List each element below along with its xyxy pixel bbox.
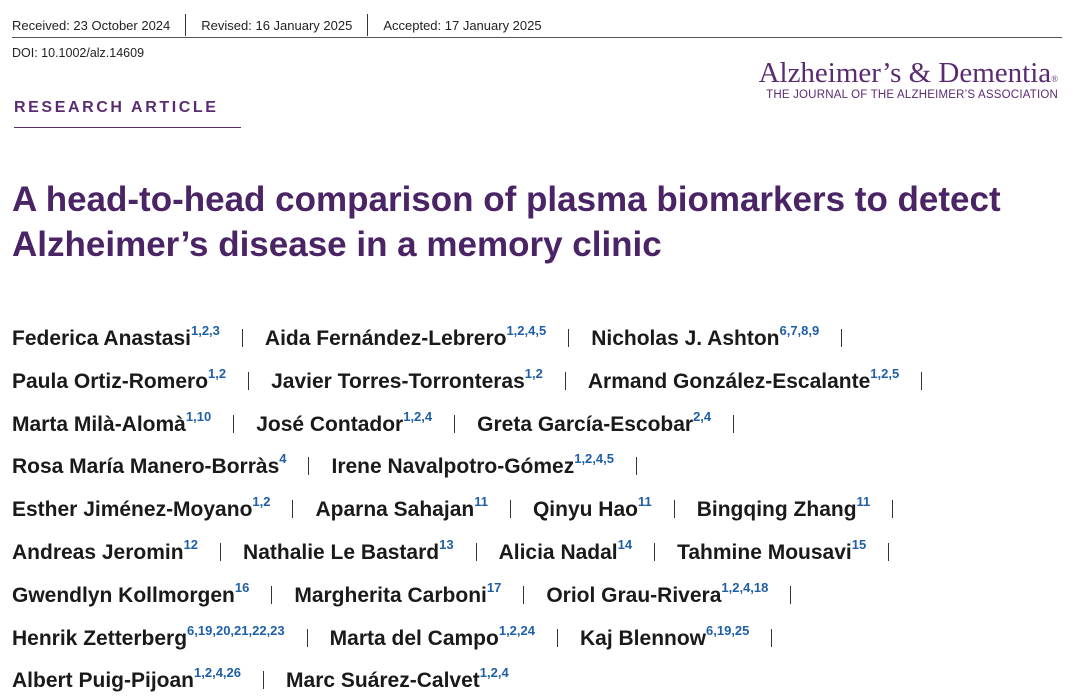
author-name[interactable] xyxy=(12,451,287,479)
author-separator xyxy=(308,457,309,475)
author-separator xyxy=(733,415,734,433)
author-name[interactable] xyxy=(12,408,212,436)
author-name-text: Esther Jiménez-Moyano xyxy=(12,498,253,522)
author-name-text: José Contador xyxy=(256,412,404,436)
author-name-text: Armand González-Escalante xyxy=(587,369,871,393)
affiliation-superscript[interactable]: 1,2,4 xyxy=(403,408,433,424)
author-name-text: Nicholas J. Ashton xyxy=(591,327,780,350)
author-name[interactable] xyxy=(256,408,433,436)
doi[interactable]: DOI: 10.1002/alz.14609 xyxy=(12,46,145,60)
author-name-text: Paula Ortiz-Romero xyxy=(12,369,209,393)
author-name-text: Federica Anastasi xyxy=(12,327,191,350)
author-name[interactable] xyxy=(696,494,871,522)
author-separator xyxy=(510,500,511,518)
affiliation-superscript[interactable]: 15 xyxy=(851,536,867,552)
author-name[interactable] xyxy=(12,365,227,393)
author-name[interactable] xyxy=(294,579,502,607)
author-line xyxy=(12,315,1072,358)
affiliation-superscript[interactable]: 1,2 xyxy=(252,494,271,510)
trademark-mark: ® xyxy=(1051,74,1058,84)
article-type-underline xyxy=(14,127,241,128)
author-name-text: Marc Suárez-Calvet xyxy=(286,669,480,693)
author-separator xyxy=(654,543,655,561)
author-line xyxy=(12,401,1072,444)
author-name-text: Javier Torres-Torronteras xyxy=(271,369,525,393)
author-name-text: Rosa María Manero-Borràs xyxy=(12,455,280,479)
author-name-text: Henrik Zetterberg xyxy=(12,626,188,650)
author-name[interactable] xyxy=(477,408,712,436)
author-name-text: Tahmine Mousavi xyxy=(677,540,852,564)
author-separator xyxy=(476,543,477,561)
author-separator xyxy=(233,415,234,433)
affiliation-superscript[interactable]: 13 xyxy=(439,536,454,552)
affiliation-superscript[interactable]: 1,10 xyxy=(185,408,212,424)
date-separator xyxy=(367,14,368,36)
revised-date: Revised: 16 January 2025 xyxy=(201,17,353,33)
date-separator xyxy=(185,14,186,36)
author-name-text: Nathalie Le Bastard xyxy=(243,540,440,564)
author-line xyxy=(12,358,1072,401)
author-name[interactable] xyxy=(271,365,543,393)
affiliation-superscript[interactable]: 1,2,4 xyxy=(479,665,509,681)
author-separator xyxy=(674,500,675,518)
author-name-text: Greta García-Escobar xyxy=(477,412,694,436)
author-name-text: Margherita Carboni xyxy=(294,583,487,607)
affiliation-superscript[interactable]: 1,2,4,5 xyxy=(506,323,547,338)
author-separator xyxy=(841,329,842,347)
affiliation-superscript[interactable]: 6,19,25 xyxy=(706,622,750,638)
author-name-text: Aida Fernández-Lebrero xyxy=(264,327,507,350)
article-type: RESEARCH ARTICLE xyxy=(14,99,219,116)
author-name-text: Irene Navalpotro-Gómez xyxy=(331,455,575,479)
author-separator xyxy=(790,586,791,604)
author-separator xyxy=(242,329,243,347)
author-line xyxy=(12,529,1072,572)
author-separator xyxy=(292,500,293,518)
author-name[interactable] xyxy=(286,665,509,693)
affiliation-superscript[interactable]: 11 xyxy=(637,494,652,510)
author-separator xyxy=(454,415,455,433)
author-name[interactable] xyxy=(315,494,488,522)
author-list xyxy=(12,315,1072,700)
author-name[interactable] xyxy=(498,536,633,564)
affiliation-superscript[interactable]: 4 xyxy=(279,451,287,467)
affiliation-superscript[interactable]: 6,19,20,21,22,23 xyxy=(187,622,285,638)
affiliation-superscript[interactable]: 1,2,24 xyxy=(498,622,535,638)
author-name-text: Qinyu Hao xyxy=(532,498,638,522)
affiliation-superscript[interactable]: 1,2,4,26 xyxy=(194,665,242,681)
author-name-text: Alicia Nadal xyxy=(498,540,618,564)
author-separator xyxy=(565,372,566,390)
author-name[interactable] xyxy=(532,494,652,522)
affiliation-superscript[interactable]: 17 xyxy=(486,579,502,595)
affiliation-superscript[interactable]: 1,2 xyxy=(208,365,227,381)
author-separator xyxy=(248,372,249,390)
author-name[interactable] xyxy=(580,622,750,650)
accepted-date: Accepted: 17 January 2025 xyxy=(383,17,542,33)
author-separator xyxy=(523,586,524,604)
author-separator xyxy=(636,457,637,475)
author-separator xyxy=(921,372,922,390)
affiliation-superscript[interactable]: 11 xyxy=(474,494,488,510)
affiliation-superscript[interactable]: 1,2,5 xyxy=(870,365,900,381)
affiliation-superscript[interactable]: 2,4 xyxy=(693,408,712,424)
author-line xyxy=(12,657,1072,700)
author-name[interactable] xyxy=(264,323,547,350)
author-name[interactable] xyxy=(12,323,220,350)
affiliation-superscript[interactable]: 14 xyxy=(617,536,633,552)
affiliation-superscript[interactable]: 12 xyxy=(183,536,199,552)
affiliation-superscript[interactable]: 16 xyxy=(234,579,250,595)
author-name-text: Kaj Blennow xyxy=(580,626,707,650)
journal-subtitle: THE JOURNAL OF THE ALZHEIMER’S ASSOCIATION xyxy=(766,89,1058,101)
affiliation-superscript[interactable]: 1,2,4,5 xyxy=(574,451,614,467)
author-separator xyxy=(568,329,569,347)
affiliation-superscript[interactable]: 1,2,3 xyxy=(190,323,220,338)
author-name[interactable] xyxy=(12,622,285,650)
author-name[interactable] xyxy=(331,451,614,479)
author-name-text: Oriol Grau-Rivera xyxy=(546,583,722,607)
author-name-text: Andreas Jeromin xyxy=(12,540,184,564)
journal-name: Alzheimer’s & Dementia® xyxy=(758,57,1058,89)
author-name[interactable] xyxy=(12,494,271,522)
author-name-text: Aparna Sahajan xyxy=(315,498,475,522)
author-name-text: Marta del Campo xyxy=(329,626,499,650)
journal-logo[interactable] xyxy=(759,58,1058,101)
affiliation-superscript[interactable]: 1,2,4,18 xyxy=(721,579,769,595)
author-name[interactable] xyxy=(591,323,820,350)
author-separator xyxy=(892,500,893,518)
affiliation-superscript[interactable]: 6,7,8,9 xyxy=(779,323,820,338)
author-name[interactable] xyxy=(546,579,769,607)
author-name-text: Albert Puig-Pijoan xyxy=(12,669,195,693)
affiliation-superscript[interactable]: 11 xyxy=(856,494,871,510)
author-separator xyxy=(220,543,221,561)
author-name-text: Gwendlyn Kollmorgen xyxy=(12,583,235,607)
author-name[interactable] xyxy=(587,365,900,393)
article-title: A head-to-head comparison of plasma biomarkers to detect Alzheimer’s disease in a memory clinic xyxy=(12,180,1001,264)
author-line xyxy=(12,443,1072,486)
article-dates xyxy=(12,14,542,36)
header-divider xyxy=(12,37,1062,38)
author-name[interactable] xyxy=(12,536,199,564)
author-name[interactable] xyxy=(677,536,867,564)
author-separator xyxy=(888,543,889,561)
author-name-text: Marta Milà-Alomà xyxy=(12,412,186,436)
affiliation-superscript[interactable]: 1,2 xyxy=(524,365,543,381)
author-name-text: Bingqing Zhang xyxy=(696,498,857,522)
author-line xyxy=(12,572,1072,615)
author-name[interactable] xyxy=(329,622,535,650)
author-name[interactable] xyxy=(12,579,250,607)
author-separator xyxy=(263,671,264,689)
author-line xyxy=(12,615,1072,658)
author-name[interactable] xyxy=(12,665,242,693)
author-separator xyxy=(271,586,272,604)
received-date: Received: 23 October 2024 xyxy=(12,17,171,33)
author-line xyxy=(12,486,1072,529)
author-name[interactable] xyxy=(243,536,454,564)
